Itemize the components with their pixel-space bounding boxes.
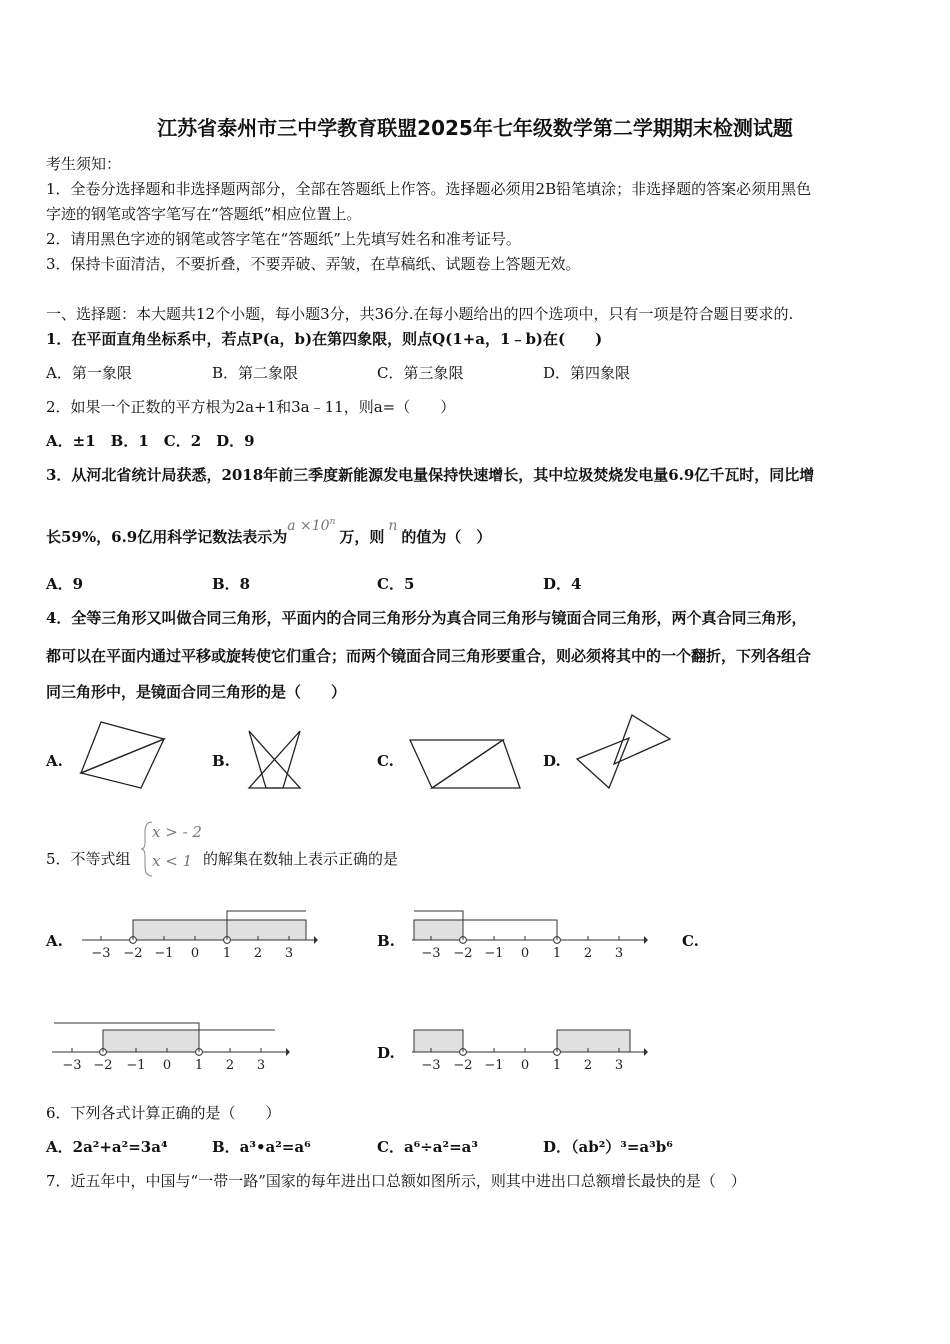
q3-option-d[interactable]: D．4 [543, 575, 582, 593]
tick-label: −2 [453, 1058, 473, 1073]
notice-heading: 考生须知： [46, 155, 122, 173]
tick-label: 0 [520, 1058, 530, 1073]
notice-item-3: 3．保持卡面清洁，不要折叠，不要弄破、弄皱，在草稿纸、试题卷上答题无效。 [46, 255, 581, 273]
tick-label: 0 [520, 946, 530, 961]
q3-stem-line2 [46, 517, 492, 547]
tick-label: −2 [123, 946, 143, 961]
tick-label: 1 [194, 1058, 204, 1073]
q6-option-a[interactable]: A．2a²+a²=3a⁴ [46, 1138, 168, 1156]
tick-label: 1 [552, 1058, 562, 1073]
tick-label: −1 [484, 1058, 504, 1073]
q1-option-d[interactable]: D．第四象限 [543, 364, 631, 382]
q1-option-a[interactable]: A．第一象限 [46, 364, 132, 382]
tick-label: 2 [583, 946, 593, 961]
q6-option-b[interactable]: B．a³•a²=a⁶ [212, 1138, 311, 1156]
q3-option-a[interactable]: A．9 [46, 575, 84, 593]
q4-figure-a [78, 718, 168, 792]
tick-label: −2 [453, 946, 473, 961]
tick-label: 2 [253, 946, 263, 961]
q4-stem-line2: 都可以在平面内通过平移或旋转使它们重合；而两个镜面合同三角形要重合，则必须将其中的一个翻折，下列各组合 [46, 647, 812, 665]
section-heading: 一、选择题：本大题共12个小题，每小题3分，共36分.在每小题给出的四个选项中，只有一项是符合题目要求的. [46, 305, 794, 323]
tick-label: 3 [614, 946, 624, 961]
q6-option-d[interactable]: D．（ab²）³=a³b⁶ [543, 1138, 673, 1156]
q3-stem-line1: 3．从河北省统计局获悉，2018年前三季度新能源发电量保持快速增长，其中垃圾焚烧发电量6.9亿千瓦时，同比增 [46, 466, 815, 484]
notice-item-1b: 字迹的钢笔或答字笔写在“答题纸”相应位置上。 [46, 205, 362, 223]
tick-label: 3 [614, 1058, 624, 1073]
tick-label: −3 [62, 1058, 82, 1073]
q7-stem: 7．近五年中，中国与“一带一路”国家的每年进出口总额如图所示，则其中进出口总额增长最快的是（ ） [46, 1172, 746, 1190]
q5-option-a[interactable]: A. [46, 932, 63, 950]
q5-inequality-2: x < 1 [152, 852, 193, 870]
q3-option-b[interactable]: B．8 [212, 575, 251, 593]
tick-label: −1 [126, 1058, 146, 1073]
tick-label: −3 [91, 946, 111, 961]
q3-stem-part-c: 的值为（ ） [401, 528, 492, 546]
tick-label: 3 [284, 946, 294, 961]
q5-numberline-a [80, 905, 320, 965]
q1-stem: 1．在平面直角坐标系中，若点P(a，b)在第四象限，则点Q(1+a，1﹣b)在( ) [46, 330, 603, 348]
q1-option-c[interactable]: C．第三象限 [377, 364, 464, 382]
q6-option-c[interactable]: C．a⁶÷a²=a³ [377, 1138, 478, 1156]
q5-stem-a: 5．不等式组 [46, 850, 131, 868]
q4-option-c[interactable]: C. [377, 752, 394, 770]
q5-stem-b: 的解集在数轴上表示正确的是 [203, 850, 399, 868]
q4-stem-line3: 同三角形中，是镜面合同三角形的是（ ） [46, 683, 347, 701]
tick-label: −1 [484, 946, 504, 961]
q3-formula-a: a ×10 [287, 518, 330, 534]
q3-var-n: n [388, 518, 398, 534]
q4-figure-c [405, 736, 525, 794]
tick-label: 1 [552, 946, 562, 961]
q2-options[interactable]: A．±1 B．1 C．2 D．9 [46, 432, 255, 450]
tick-label: 3 [256, 1058, 266, 1073]
q2-stem: 2．如果一个正数的平方根为2a+1和3a﹣11，则a=（ ） [46, 398, 456, 416]
q6-stem: 6．下列各式计算正确的是（ ） [46, 1104, 281, 1122]
q4-option-b[interactable]: B. [212, 752, 230, 770]
tick-label: −3 [421, 1058, 441, 1073]
q4-option-d[interactable]: D. [543, 752, 561, 770]
q5-option-b[interactable]: B. [377, 932, 395, 950]
q5-option-d[interactable]: D. [377, 1044, 395, 1062]
q3-stem-part-a: 长59%，6.9亿用科学记数法表示为 [46, 528, 288, 546]
q5-numberline-d [410, 1017, 650, 1077]
page-title: 江苏省泰州市三中学教育联盟2025年七年级数学第二学期期末检测试题 [157, 116, 793, 140]
q5-option-c[interactable]: C. [682, 932, 699, 950]
tick-label: −1 [154, 946, 174, 961]
q4-figure-b [242, 726, 306, 792]
q5-numberline-c [50, 1017, 300, 1077]
q5-inequality-1: x > - 2 [152, 823, 202, 841]
q3-formula-exponent: n [329, 517, 336, 527]
tick-label: 1 [222, 946, 232, 961]
tick-label: 2 [225, 1058, 235, 1073]
tick-label: −3 [421, 946, 441, 961]
tick-label: 0 [162, 1058, 172, 1073]
q4-stem-line1: 4．全等三角形又叫做合同三角形，平面内的合同三角形分为真合同三角形与镜面合同三角形，两个真合同三角形， [46, 609, 807, 627]
q3-stem-part-b: 万，则 [339, 528, 385, 546]
tick-label: 0 [190, 946, 200, 961]
tick-label: −2 [93, 1058, 113, 1073]
q3-option-c[interactable]: C．5 [377, 575, 415, 593]
q4-figure-d [572, 712, 674, 792]
q4-option-a[interactable]: A. [46, 752, 63, 770]
q5-numberline-b [410, 905, 650, 965]
q1-option-b[interactable]: B．第二象限 [212, 364, 299, 382]
notice-item-2: 2．请用黑色字迹的钢笔或答字笔在“答题纸”上先填写姓名和准考证号。 [46, 230, 521, 248]
tick-label: 2 [583, 1058, 593, 1073]
notice-item-1a: 1．全卷分选择题和非选择题两部分，全部在答题纸上作答。选择题必须用2B铅笔填涂；非选择题的答案必须用黑色 [46, 180, 812, 198]
